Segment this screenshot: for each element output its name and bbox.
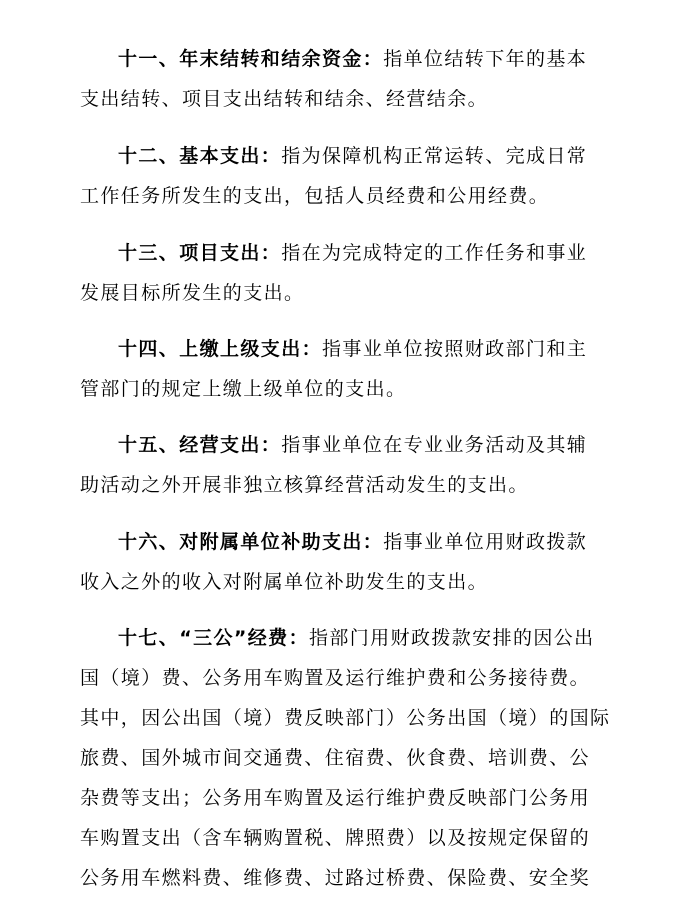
paragraph-text: 指为保障机构正常运转、完成日常 <box>281 145 588 167</box>
paragraph-line <box>80 425 620 465</box>
paragraph-line: 管部门的规定上缴上级单位的支出。 <box>80 378 407 400</box>
paragraph-line: 收入之外的收入对附属单位补助发生的支出。 <box>80 571 489 593</box>
paragraph-line: 其中，因公出国（境）费反映部门）公务出国（境）的国际 <box>80 707 611 729</box>
paragraph-line <box>80 522 620 562</box>
paragraph-line: 支出结转、项目支出结转和结余、经营结余。 <box>80 88 489 110</box>
term-heading: 十六、对附属单位补助支出： <box>118 531 384 553</box>
paragraph-text: 指部门用财政拨款安排的因公出 <box>308 627 595 649</box>
paragraph-17 <box>80 618 620 898</box>
term-heading: 十二、基本支出： <box>118 145 282 167</box>
paragraph-11 <box>80 39 620 119</box>
paragraph-12 <box>80 136 620 216</box>
paragraph-line: 公务用车燃料费、维修费、过路过桥费、保险费、安全奖 <box>80 867 591 889</box>
paragraph-line <box>80 233 620 273</box>
term-heading: 十七、“三公”经费： <box>118 627 309 649</box>
paragraph-13 <box>80 233 620 313</box>
paragraph-line: 旅费、国外城市间交通费、住宿费、伙食费、培训费、公 <box>80 747 591 769</box>
paragraph-text: 指单位结转下年的基本 <box>383 48 588 70</box>
paragraph-line: 杂费等支出；公务用车购置及运行维护费反映部门公务用 <box>80 787 591 809</box>
paragraph-text: 指事业单位在专业业务活动及其辅 <box>281 434 588 456</box>
paragraph-line <box>80 618 620 658</box>
paragraph-16 <box>80 522 620 602</box>
paragraph-line: 车购置支出（含车辆购置税、牌照费）以及按规定保留的 <box>80 827 591 849</box>
term-heading: 十三、项目支出： <box>118 242 282 264</box>
paragraph-line <box>80 39 620 79</box>
term-heading: 十四、上缴上级支出： <box>118 338 323 360</box>
paragraph-text: 指事业单位按照财政部门和主 <box>322 338 588 360</box>
paragraph-text: 指在为完成特定的工作任务和事业 <box>281 242 588 264</box>
paragraph-line: 助活动之外开展非独立核算经营活动发生的支出。 <box>80 474 529 496</box>
term-heading: 十五、经营支出： <box>118 434 282 456</box>
paragraph-line: 工作任务所发生的支出，包括人员经费和公用经费。 <box>80 185 550 207</box>
paragraph-line: 发展目标所发生的支出。 <box>80 282 305 304</box>
paragraph-15 <box>80 425 620 505</box>
term-heading: 十一、年末结转和结余资金： <box>118 48 384 70</box>
paragraph-14 <box>80 329 620 409</box>
paragraph-line <box>80 329 620 369</box>
paragraph-line <box>80 136 620 176</box>
paragraph-line: 国（境）费、公务用车购置及运行维护费和公务接待费。 <box>80 667 591 689</box>
paragraph-text: 指事业单位用财政拨款 <box>383 531 588 553</box>
